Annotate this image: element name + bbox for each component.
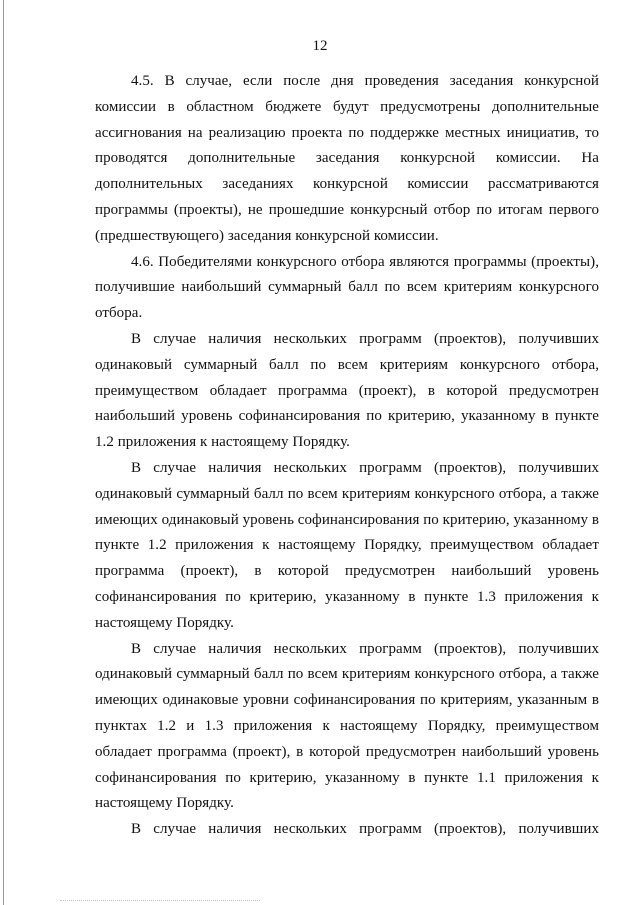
- paragraph-tie-rule-2: В случае наличия нескольких программ (проектов), получивших одинаковый суммарный балл по всем критериям конкурсного отбора, а также имеющих одинаковый уровень софинансирования по критерию, указанному в пункте 1.2 приложения к настоящему Порядку, преимуществом обладает программа (проект), в которой предусмотрен наибольший уровень софинансирования по критерию, указанному в пункте 1.3 приложения к настоящему Порядку.: [95, 459, 599, 631]
- scan-artifact-line: [60, 900, 260, 903]
- paragraph-tie-rule-4: В случае наличия нескольких программ (проектов), получивших: [131, 821, 599, 838]
- paragraph-tie-rule-3: В случае наличия нескольких программ (проектов), получивших одинаковый суммарный балл по всем критериям конкурсного отбора, а также имеющих одинаковые уровни софинансирования по критериям, указанным в пунктах 1.2 и 1.3 приложения к настоящему Порядку, преимуществом обладает программа (проект), в которой предусмотрен наибольший уровень софинансирования по критерию, указанному в пункте 1.1 приложения к настоящему Порядку.: [95, 640, 599, 812]
- document-body: [95, 69, 599, 843]
- paragraph-tie-rule-1: В случае наличия нескольких программ (проектов), получивших одинаковый суммарный балл по всем критериям конкурсного отбора, преимуществом обладает программа (проект), в которой предусмотрен наибольший уровень софинансирования по критерию, указанному в пункте 1.2 приложения к настоящему Порядку.: [95, 330, 599, 451]
- paragraph-4-6: 4.6. Победителями конкурсного отбора являются программы (проекты), получившие наибольший суммарный балл по всем критериям конкурсного отбора.: [95, 253, 599, 322]
- page-edge-line: [3, 0, 4, 905]
- page-number: 12: [312, 38, 328, 54]
- paragraph-4-5: 4.5. В случае, если после дня проведения заседания конкурсной комиссии в областном бюджете будут предусмотрены дополнительные ассигнования на реализацию проекта по поддержке местных инициатив, то проводятся дополнительные заседания конкурсной комиссии. На дополнительных заседаниях конкурсной комиссии рассматриваются программы (проекты), не прошедшие конкурсный отбор по итогам первого (предшествующего) заседания конкурсной комиссии.: [95, 73, 599, 244]
